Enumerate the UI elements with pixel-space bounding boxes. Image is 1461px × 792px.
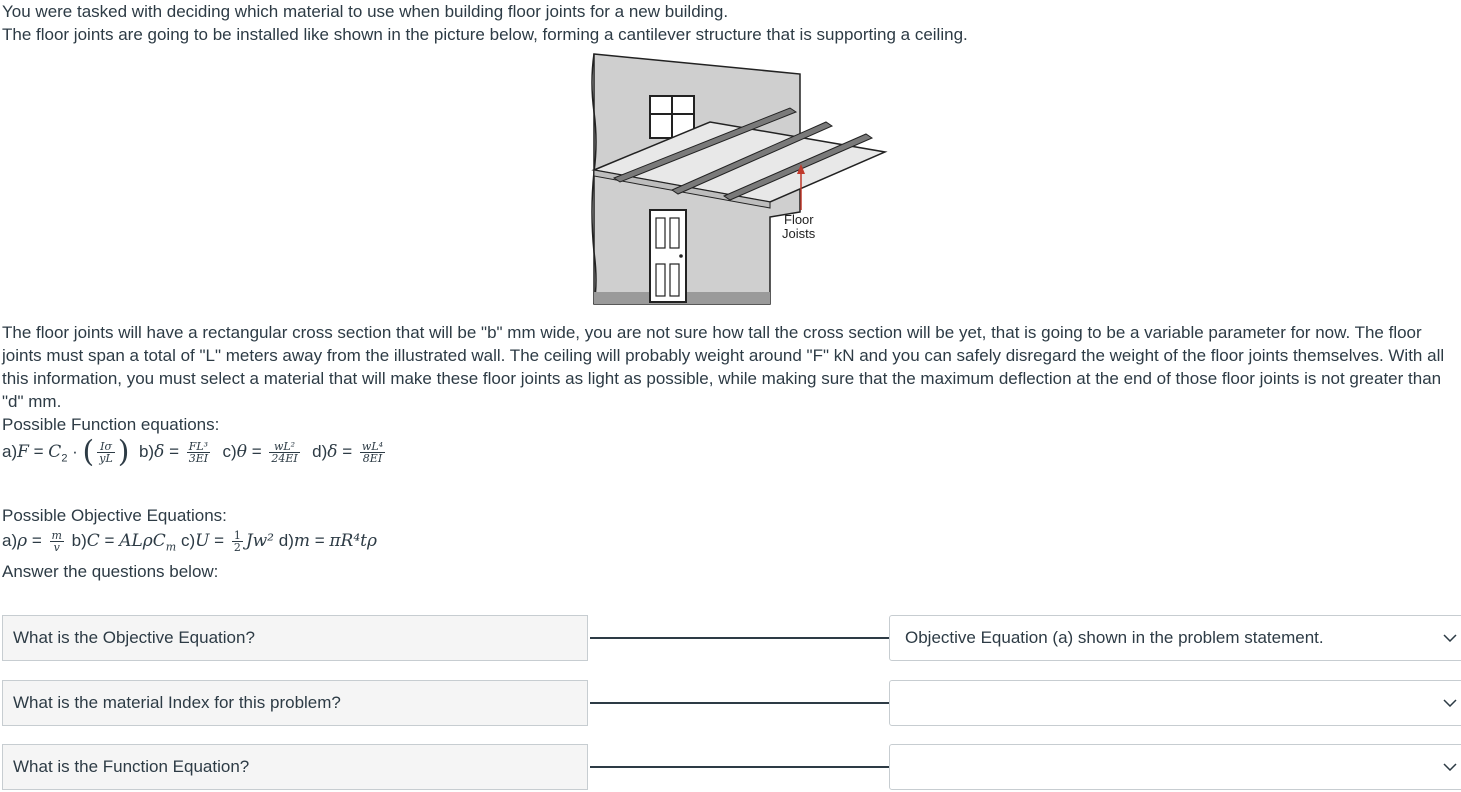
callout-joists: Joists	[782, 226, 816, 241]
callout-floor: Floor	[784, 212, 814, 227]
intro-line-1: You were tasked with deciding which material to use when building floor joints for a new building.	[2, 2, 729, 21]
objective-equations-heading: Possible Objective Equations:	[2, 506, 227, 525]
match-connector-line	[590, 702, 889, 704]
answer-instruction: Answer the questions below:	[2, 562, 219, 581]
answer-select-material-index[interactable]	[889, 680, 1461, 726]
question-objective-equation: What is the Objective Equation?	[2, 615, 588, 661]
chevron-down-icon	[1443, 681, 1457, 725]
floor-joists-illustration	[590, 52, 890, 312]
selected-answer: Objective Equation (a) shown in the problem statement.	[905, 628, 1324, 647]
match-connector-line	[590, 637, 889, 639]
answer-select-objective-equation[interactable]	[889, 615, 1461, 661]
answer-select-function-equation[interactable]	[889, 744, 1461, 790]
question-function-equation: What is the Function Equation?	[2, 744, 588, 790]
chevron-down-icon	[1443, 616, 1457, 660]
objective-equations-list: a)ρ = $\frac{m}{v}$ b)C = ALρC$_m$ c)U = $\frac{1}{2}$ Jw² d)m = πR⁴tρ	[2, 529, 377, 555]
match-connector-line	[590, 766, 889, 768]
intro-line-2: The floor joints are going to be installed like shown in the picture below, forming a cantilever structure that is supporting a ceiling.	[2, 25, 968, 44]
function-equations-list: $a)F = C_2$ · ( $\frac{I\sigma}{yL}$ ) b)δ = $\frac{\text{FL³}}{3EI}$ c)θ = $\frac{\text{wL²}}{24EI}$ d)δ = $\frac{\text{wL⁴}}{8EI}$	[2, 434, 384, 470]
function-equations-heading: Possible Function equations:	[2, 415, 220, 434]
question-material-index: What is the material Index for this problem?	[2, 680, 588, 726]
problem-description: The floor joints will have a rectangular cross section that will be "b" mm wide, you are not sure how tall the cross section will be yet, that is going to be a variable parameter for now. The floor joints must span a total of "L" meters away from the illustrated wall. The ceiling will probably weight around "F" kN and you can safely disregard the weight of the floor joints themselves. With all this information, you must select a material that will make these floor joints as light as possible, while making sure that the maximum deflection at the end of those floor joints is not greater than "d" mm.	[2, 323, 1445, 411]
chevron-down-icon	[1443, 745, 1457, 789]
